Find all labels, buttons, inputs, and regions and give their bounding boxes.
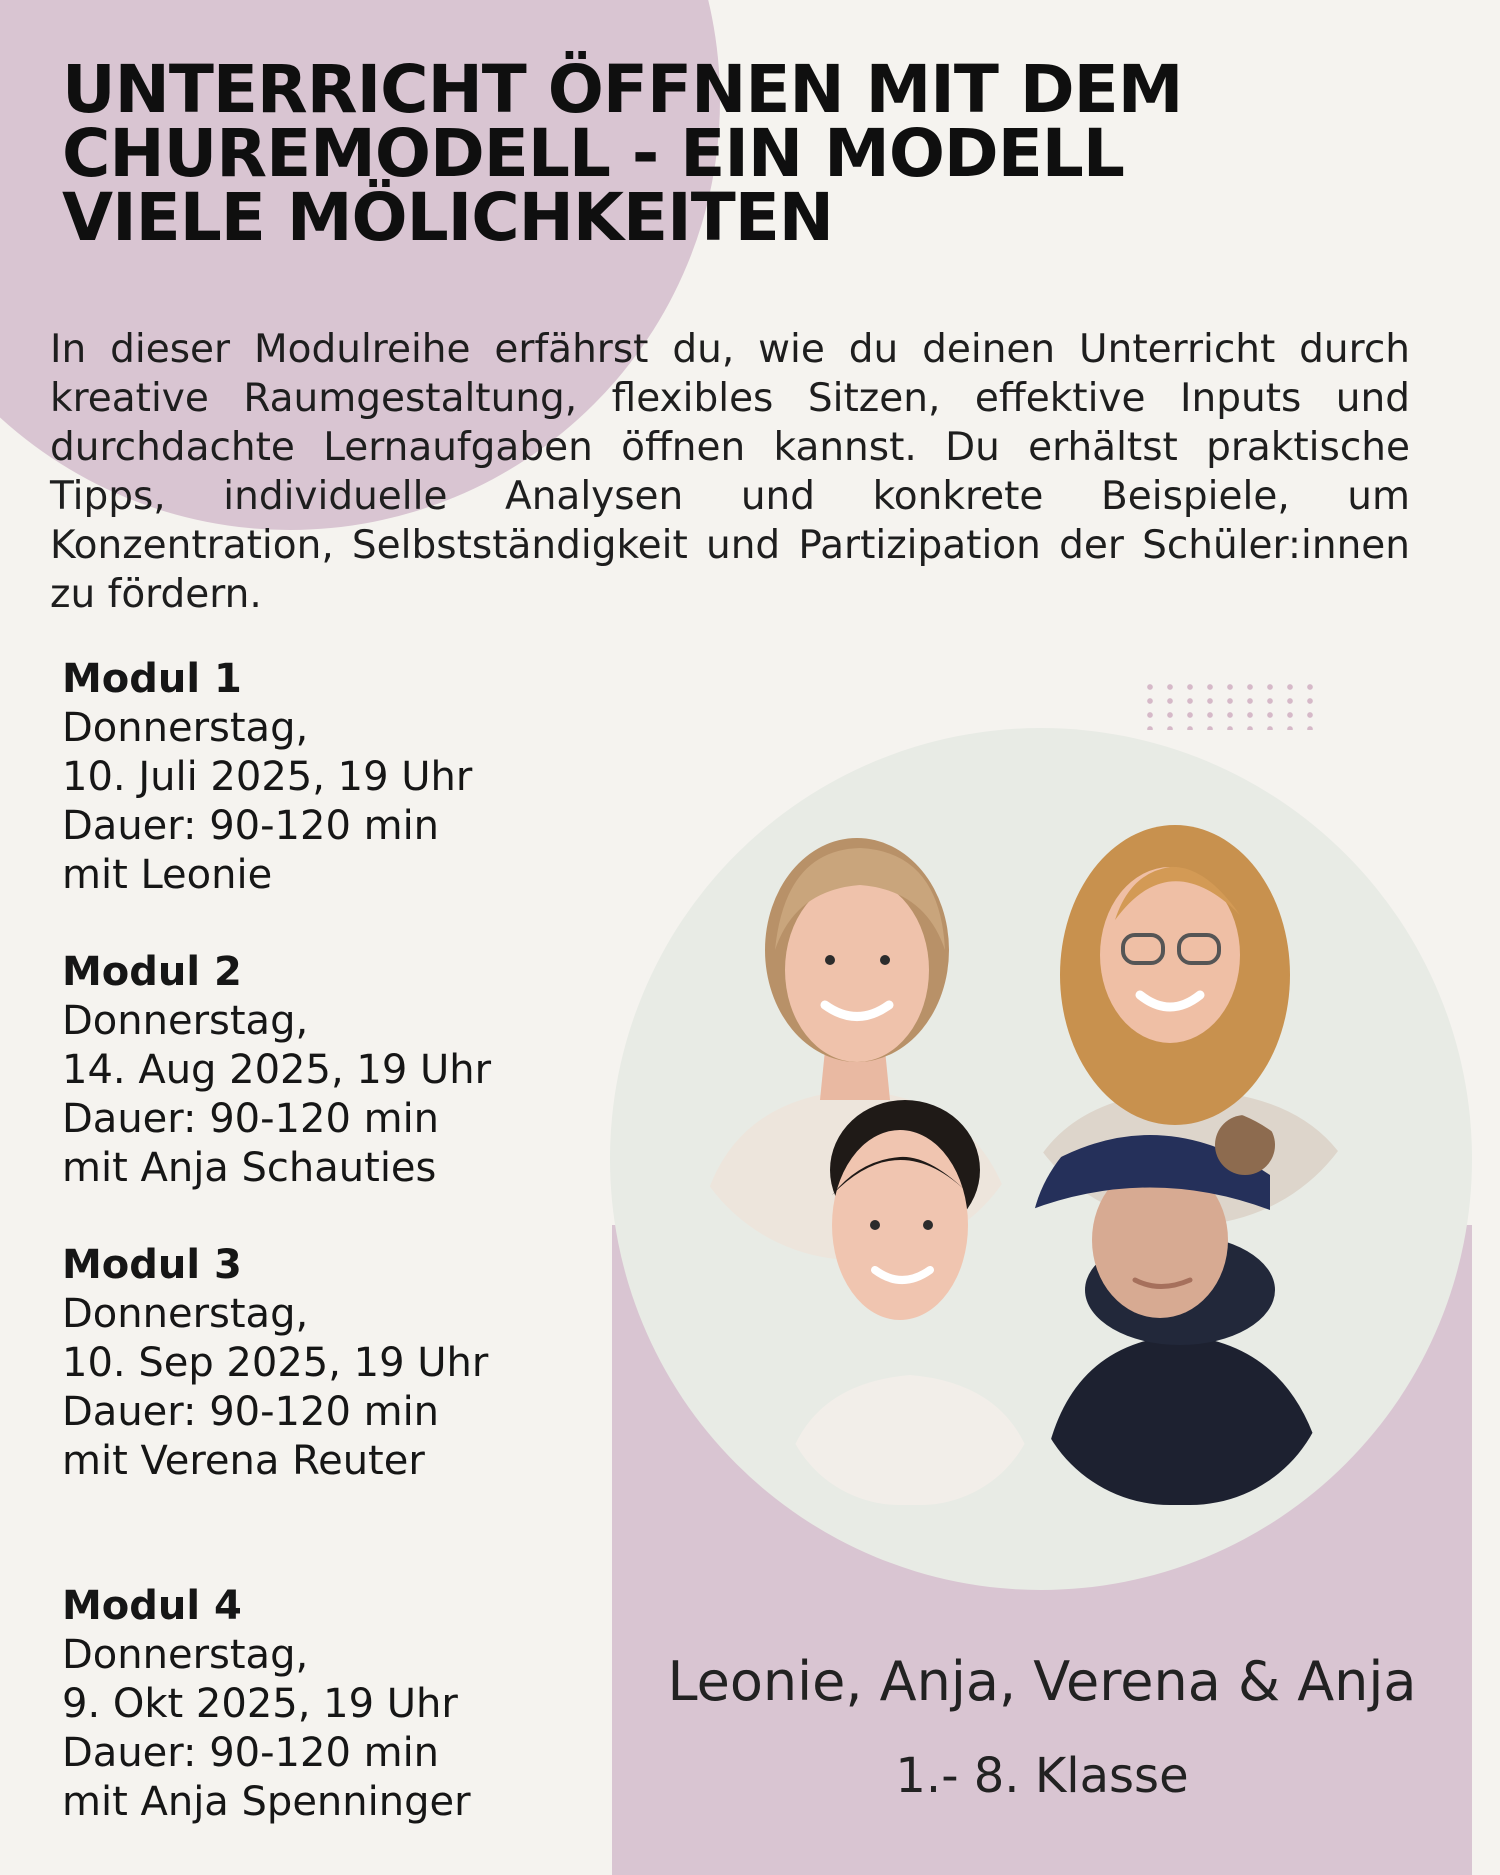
module-duration: Dauer: 90-120 min bbox=[62, 1096, 440, 1142]
module-day: Donnerstag, bbox=[62, 705, 309, 751]
dot-pattern bbox=[1140, 680, 1325, 730]
module-host: mit Leonie bbox=[62, 852, 273, 898]
module-1 bbox=[62, 655, 472, 900]
module-title: Modul 1 bbox=[62, 656, 242, 702]
module-title: Modul 2 bbox=[62, 949, 242, 995]
grade-range: 1.- 8. Klasse bbox=[895, 1748, 1189, 1804]
module-3 bbox=[62, 1241, 488, 1486]
module-host: mit Verena Reuter bbox=[62, 1438, 425, 1484]
title-line: UNTERRICHT ÖFFNEN MIT DEM bbox=[62, 51, 1183, 128]
module-duration: Dauer: 90-120 min bbox=[62, 1389, 440, 1435]
module-day: Donnerstag, bbox=[62, 1632, 309, 1678]
portrait-anja-spenninger bbox=[1030, 1105, 1330, 1505]
module-day: Donnerstag, bbox=[62, 1291, 309, 1337]
module-host: mit Anja Spenninger bbox=[62, 1779, 471, 1825]
module-title: Modul 3 bbox=[62, 1242, 242, 1288]
module-4 bbox=[62, 1582, 471, 1827]
page-title bbox=[62, 51, 1242, 256]
module-date: 9. Okt 2025, 19 Uhr bbox=[62, 1681, 458, 1727]
presenters-names: Leonie, Anja, Verena & Anja bbox=[667, 1650, 1417, 1713]
module-title: Modul 4 bbox=[62, 1583, 242, 1629]
module-host: mit Anja Schauties bbox=[62, 1145, 437, 1191]
title-line: VIELE MÖLICHKEITEN bbox=[62, 179, 834, 256]
module-date: 10. Juli 2025, 19 Uhr bbox=[62, 754, 473, 800]
module-duration: Dauer: 90-120 min bbox=[62, 1730, 440, 1776]
title-line: CHUREMODELL - EIN MODELL bbox=[62, 115, 1124, 192]
intro-paragraph: In dieser Modulreihe erfährst du, wie du deinen Unterricht durch kreative Raumgestaltung, flexibles Sitzen, effektive Inputs und durchdachte Lernaufgaben öffnen kannst. Du erhältst praktische Tipps, individuelle Analysen und konkrete Beispiele, um Konzentration, Selbstständigkeit und Partizipation der Schüler:innen zu fördern. bbox=[50, 327, 1410, 617]
module-date: 10. Sep 2025, 19 Uhr bbox=[62, 1340, 489, 1386]
module-day: Donnerstag, bbox=[62, 998, 309, 1044]
module-duration: Dauer: 90-120 min bbox=[62, 803, 440, 849]
module-2 bbox=[62, 948, 491, 1193]
portrait-verena bbox=[780, 1085, 1040, 1505]
module-date: 14. Aug 2025, 19 Uhr bbox=[62, 1047, 492, 1093]
